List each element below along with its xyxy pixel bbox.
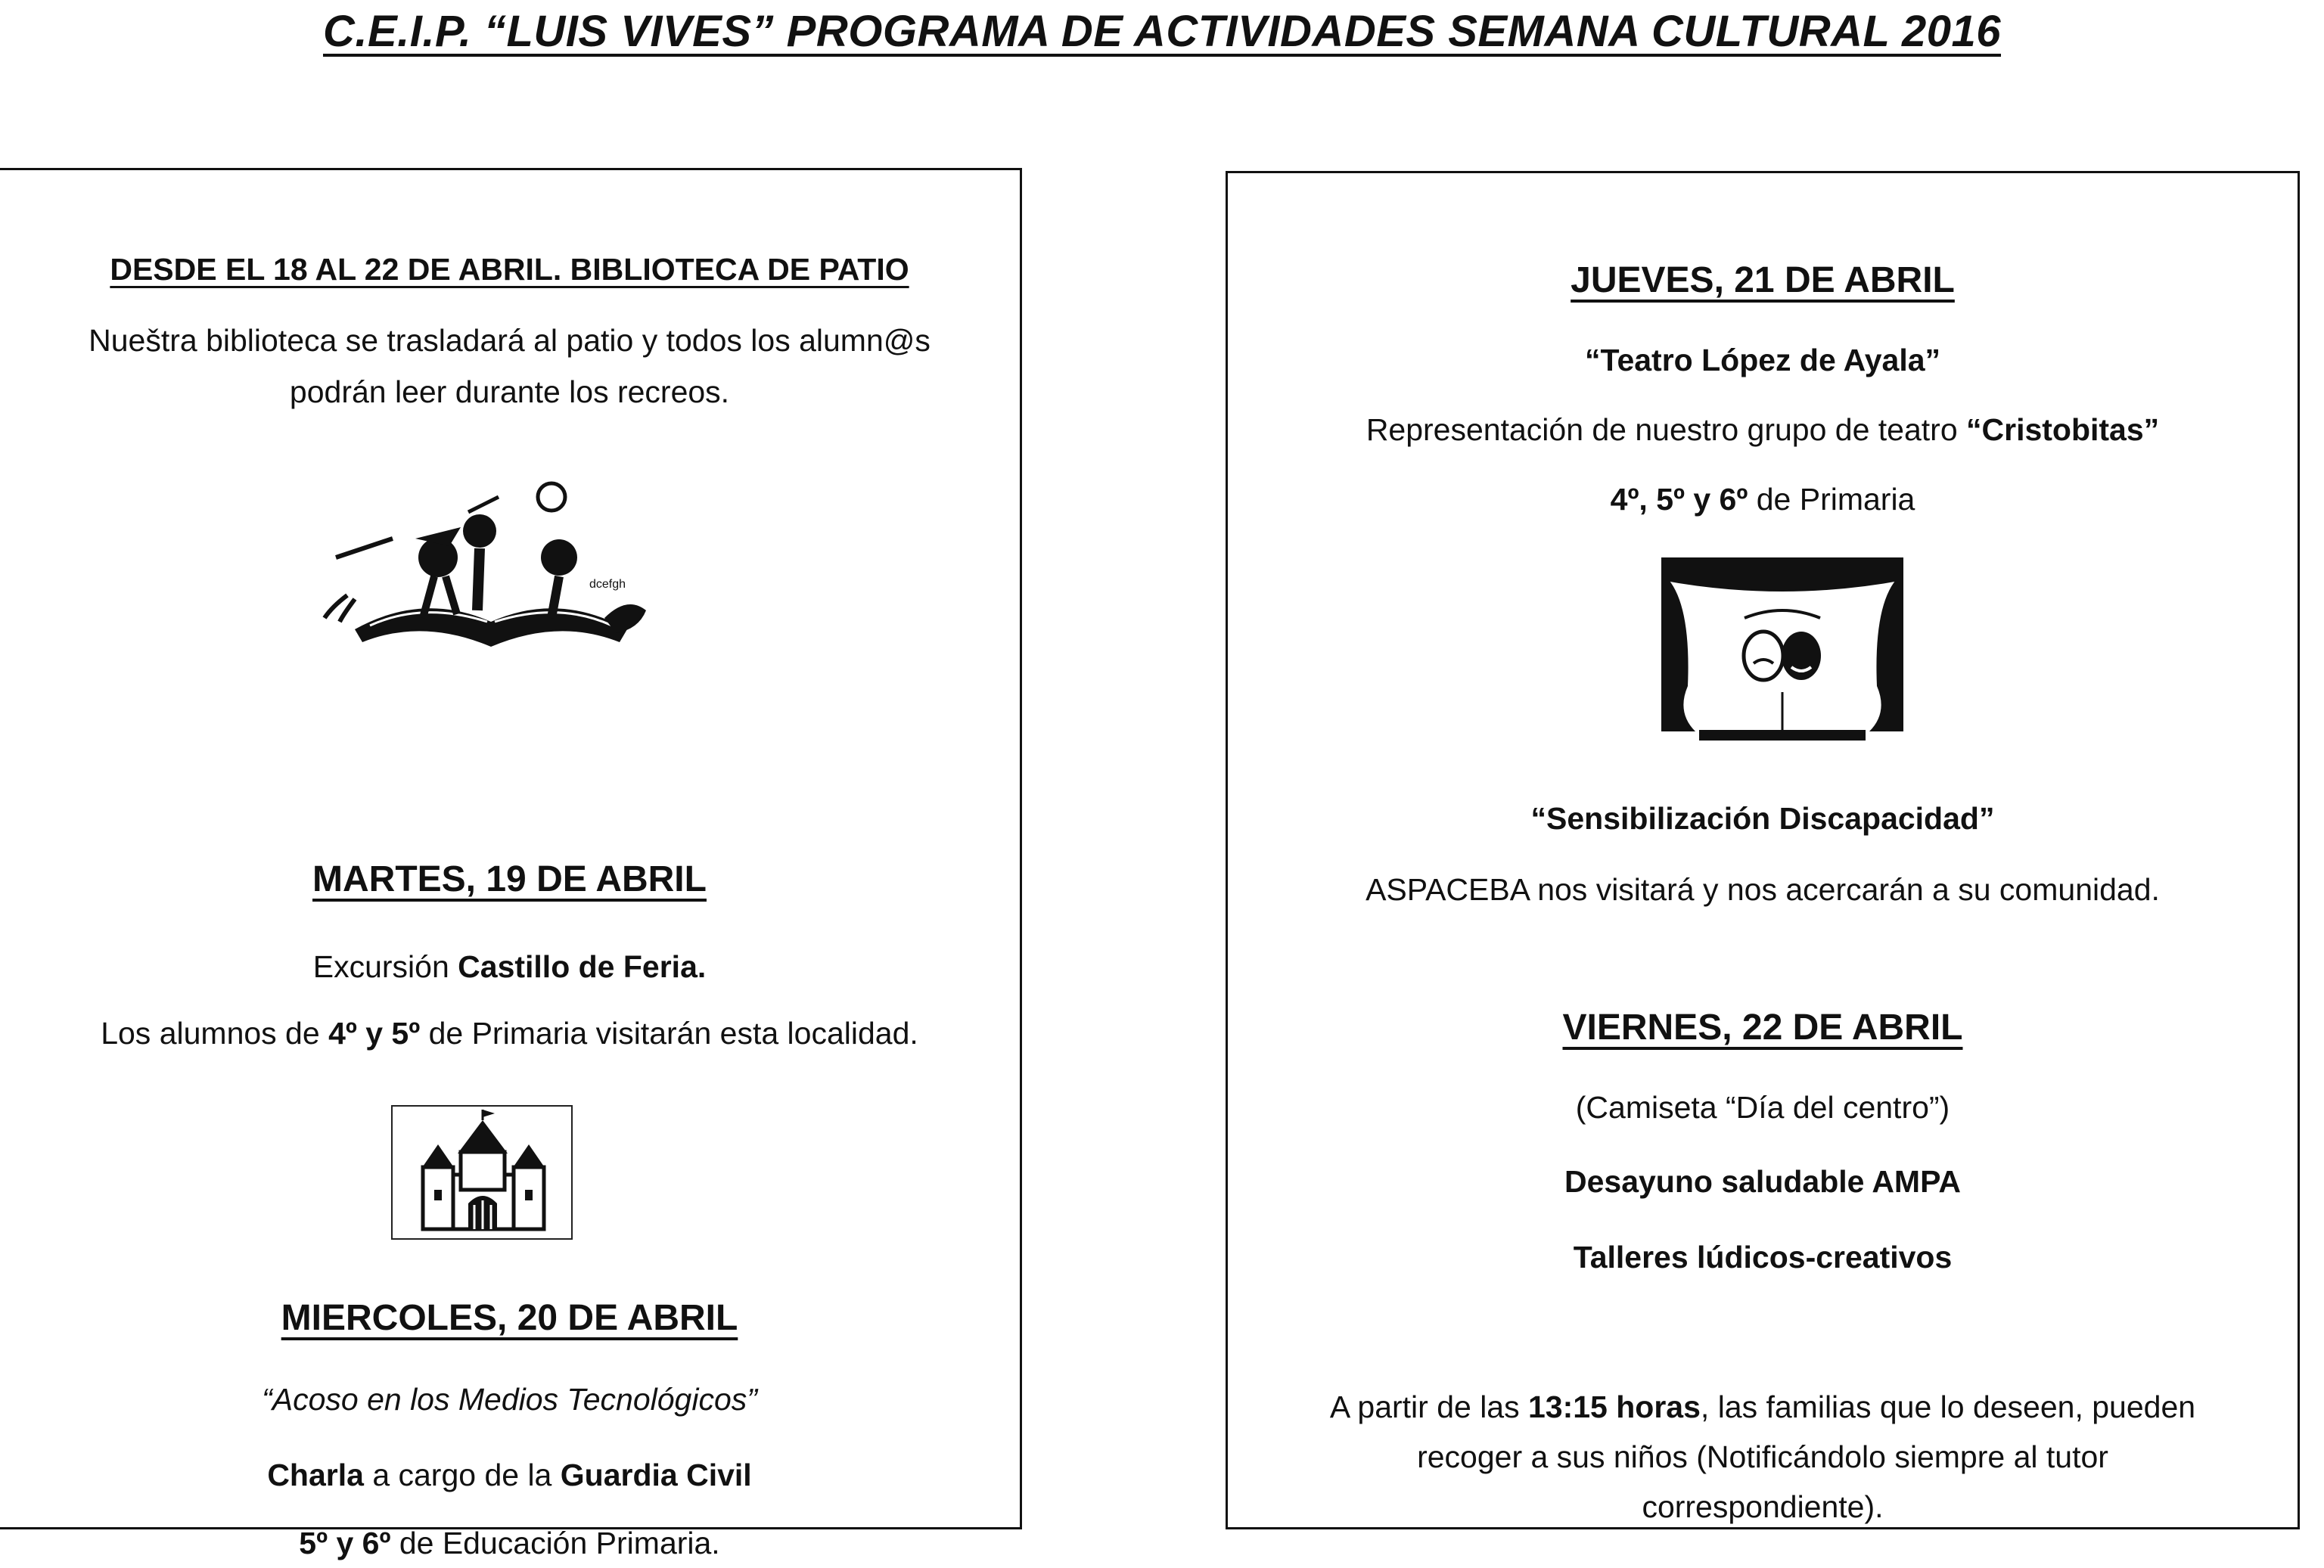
wednesday-grades: 5º y 6º de Educación Primaria. <box>299 1526 720 1560</box>
wednesday-talk: Charla a cargo de la Guardia Civil <box>267 1458 752 1492</box>
friday-shirt: (Camiseta “Día del centro”) <box>1575 1090 1950 1125</box>
thursday-heading: JUEVES, 21 DE ABRIL <box>1571 260 1955 300</box>
svg-text:dcefgh: dcefgh <box>589 578 626 591</box>
friday-breakfast: Desayuno saludable AMPA <box>1564 1164 1961 1199</box>
awareness-text: ASPACEBA nos visitará y nos acercarán a su comunidad. <box>1366 872 2160 907</box>
thursday-venue: “Teatro López de Ayala” <box>1584 343 1941 377</box>
friday-note-line1: A partir de las 13:15 horas, las familias que lo deseen, pueden <box>1329 1389 2196 1424</box>
tuesday-grades: 4º y 5º <box>328 1016 421 1051</box>
wednesday-topic: “Acoso en los Medios Tecnológicos” <box>262 1382 757 1417</box>
book-characters-illustration <box>309 467 665 656</box>
friday-heading: VIERNES, 22 DE ABRIL <box>1562 1008 1963 1048</box>
tuesday-heading: MARTES, 19 DE ABRIL <box>312 859 707 899</box>
thursday-show: Representación de nuestro grupo de teatro “Cristobitas” <box>1366 412 2160 447</box>
page-title: C.E.I.P. “LUIS VIVES” PROGRAMA DE ACTIVIDADES SEMANA CULTURAL 2016 <box>323 7 2001 56</box>
theater-stage-icon <box>1654 550 1911 747</box>
wednesday-heading: MIERCOLES, 20 DE ABRIL <box>281 1298 738 1338</box>
friday-workshops: Talleres lúdicos-creativos <box>1573 1240 1953 1275</box>
library-heading: DESDE EL 18 AL 22 DE ABRIL. BIBLIOTECA DE PATIO <box>110 252 909 287</box>
tuesday-students: Los alumnos de 4º y 5º de Primaria visitarán esta localidad. <box>101 1016 918 1051</box>
right-panel <box>1226 171 2300 1529</box>
awareness-title: “Sensibilización Discapacidad” <box>1530 801 1995 836</box>
friday-note-line3: correspondiente). <box>1642 1489 1884 1524</box>
library-text-line1: Nueštra biblioteca se trasladará al patio y todos los alumn@s <box>89 323 931 358</box>
library-text-line2: podrán leer durante los recreos. <box>289 374 730 409</box>
tuesday-excursion: Excursión Castillo de Feria. <box>312 949 707 984</box>
friday-note-line2: recoger a sus niños (Notificándolo siempre al tutor <box>1417 1439 2108 1474</box>
castle-place: Castillo de Feria. <box>458 949 707 984</box>
castle-icon <box>391 1105 573 1240</box>
left-panel <box>0 168 1022 1560</box>
thursday-grades: 4º, 5º y 6º de Primaria <box>1610 482 1915 517</box>
